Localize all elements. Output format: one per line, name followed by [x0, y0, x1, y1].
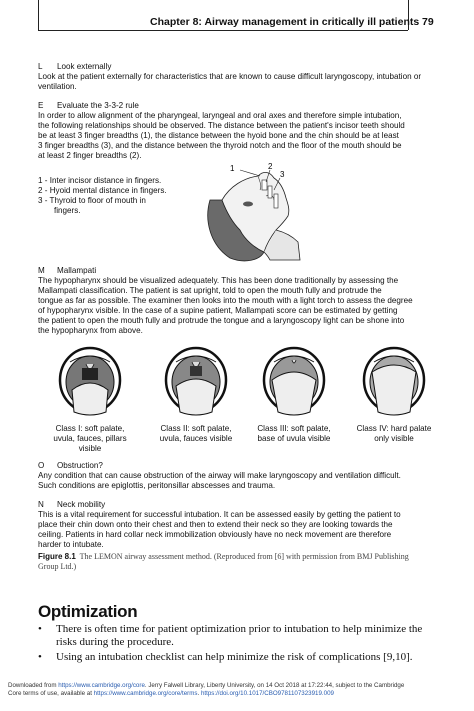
mallampati-class-3-illustration: [262, 346, 326, 418]
mallampati-class-2-illustration: [164, 346, 228, 418]
bullet-dot-icon: •: [38, 651, 42, 663]
section-o-letter: O: [38, 461, 45, 470]
class-label-line: visible: [78, 444, 102, 453]
section-m-letter: M: [38, 266, 45, 275]
section-e-letter: E: [38, 101, 44, 110]
class-label-line: Class I: soft palate,: [55, 424, 125, 433]
header-rule-left: [38, 0, 39, 30]
section-n-text: [38, 510, 401, 550]
footer-text: .: [197, 690, 201, 697]
section-m-title: Mallampati: [57, 266, 97, 275]
section-m-line: of hypopharynx visible. In the case of a supine patient, Mallampati score can be estimated by getting: [38, 306, 398, 315]
mallampati-class-1-label: [30, 424, 150, 454]
section-m-text: [38, 276, 413, 336]
figure-label-1: 1: [230, 164, 235, 173]
section-e-text: [38, 111, 405, 161]
section-n-line: This is a vital requirement for successful intubation. It can be assessed easily by getting the patient to: [38, 510, 401, 519]
section-n-heading: [38, 500, 105, 509]
header-rule: [38, 30, 408, 31]
section-n-title: Neck mobility: [57, 500, 106, 509]
bullet-dot-icon: •: [38, 623, 42, 635]
bullet-text: risks during the procedure.: [56, 636, 174, 648]
page-number: 79: [422, 16, 434, 28]
section-l-heading: [38, 62, 111, 71]
mallampati-class-4-illustration: [362, 346, 426, 418]
footer-text: . Jerry Falwell Library, Liberty University, on 14 Oct 2018 at 17:22:44, subject to the Cambridge: [144, 682, 405, 689]
section-m-line: tongue as far as possible. The examiner then looks into the mouth with a light torch to assess the degree: [38, 296, 413, 305]
section-n-letter: N: [38, 500, 44, 509]
section-title-optimization: Optimization: [38, 602, 138, 621]
class-label-line: Class III: soft palate,: [257, 424, 331, 433]
footer: [8, 682, 404, 698]
bullet-item: [38, 651, 458, 665]
section-o-text: [38, 471, 401, 491]
list-item: 3 - Thyroid to floor of mouth in: [38, 196, 146, 205]
section-n-line: ceiling. Patients in hard collar neck immobilization obviously have no neck movement are therefore: [38, 530, 392, 539]
figure-label-2: 2: [268, 162, 273, 171]
section-m-heading: [38, 266, 96, 275]
mallampati-class-1-illustration: [58, 346, 122, 418]
section-o-line: Such conditions are epiglottis, peritonsillar abscesses and trauma.: [38, 481, 276, 490]
section-o-line: Any condition that can cause obstruction of the airway will make laryngoscopy and ventilation difficult.: [38, 471, 401, 480]
list-item: 1 - Inter incisor distance in fingers.: [38, 176, 162, 185]
figure-caption-text-2: Group Ltd.): [38, 562, 77, 571]
figure-caption-text: The LEMON airway assessment method. (Reproduced from [6] with permission from BMJ Publishing: [79, 552, 409, 561]
section-e-line: the following relationships should be observed. The distance between the patient's incisor teeth should: [38, 121, 405, 130]
list-item: fingers.: [54, 206, 81, 215]
section-m-line: the hypopharynx from above.: [38, 326, 143, 335]
section-l-text: Look at the patient externally for characteristics that are known to cause difficult laryngoscopy, intubation or ventilation.: [38, 72, 422, 91]
section-o-title: Obstruction?: [57, 461, 103, 470]
figure-caption: [38, 552, 409, 572]
list-item: 2 - Hyoid mental distance in fingers.: [38, 186, 167, 195]
section-n-line: harder to intubate.: [38, 540, 104, 549]
class-label-line: uvula, fauces, pillars: [53, 434, 127, 443]
figure-label-3: 3: [280, 170, 285, 179]
section-e-title: Evaluate the 3-3-2 rule: [57, 101, 139, 110]
bullet-text: There is often time for patient optimization prior to intubation to help minimize the: [56, 623, 423, 635]
class-label-line: Class IV: hard palate: [356, 424, 432, 433]
class-label-line: Class II: soft palate,: [160, 424, 232, 433]
section-e-line: at least 2 finger breadths (2).: [38, 151, 142, 160]
class-label-line: uvula, fauces visible: [159, 434, 233, 443]
section-e-line: be at least 3 finger breadths (1), the distance between the hyoid bone and the chin should be at least: [38, 131, 399, 140]
section-l-letter: L: [38, 62, 43, 71]
section-m-line: Mallampati classification. The patient is sat upright, told to open the mouth fully and protrude the: [38, 286, 382, 295]
class-label-line: base of uvula visible: [257, 434, 331, 443]
footer-text: Core terms of use, available at: [8, 690, 94, 697]
footer-link-doi[interactable]: https://doi.org/10.1017/CBO9781107323919.009: [200, 690, 334, 697]
section-e-line: In order to allow alignment of the pharyngeal, laryngeal and oral axes and therefore simple intubation,: [38, 111, 402, 120]
footer-text: Downloaded from: [8, 682, 59, 689]
section-m-line: the patient to open the mouth fully and protrude the tongue and a laryngoscopy light can be shone into: [38, 316, 405, 325]
class-label-line: only visible: [374, 434, 414, 443]
footer-link-core[interactable]: https://www.cambridge.org/core: [58, 682, 145, 689]
bullet-item: [38, 623, 458, 651]
section-e-heading: [38, 101, 139, 110]
footer-link-terms[interactable]: https://www.cambridge.org/core/terms: [93, 690, 198, 697]
section-m-line: The hypopharynx should be visualized adequately. This has been done traditionally by assessing the: [38, 276, 399, 285]
chapter-title: Chapter 8: Airway management in critically ill patients: [150, 16, 420, 28]
bullet-text: Using an intubation checklist can help minimize the risk of complications [9,10].: [56, 651, 413, 663]
section-l-title: Look externally: [57, 62, 112, 71]
figure-label: Figure 8.1: [38, 552, 76, 561]
section-e-line: 3 finger breadths (3), and the distance between the thyroid notch and the floor of the mouth should be: [38, 141, 402, 150]
section-e-list: [38, 176, 167, 216]
section-n-line: place their chin down onto their chest and then to extend their neck so they are looking towards the: [38, 520, 393, 529]
head-illustration: [200, 160, 310, 265]
section-o-heading: [38, 461, 103, 470]
mallampati-class-4-label: [334, 424, 454, 444]
